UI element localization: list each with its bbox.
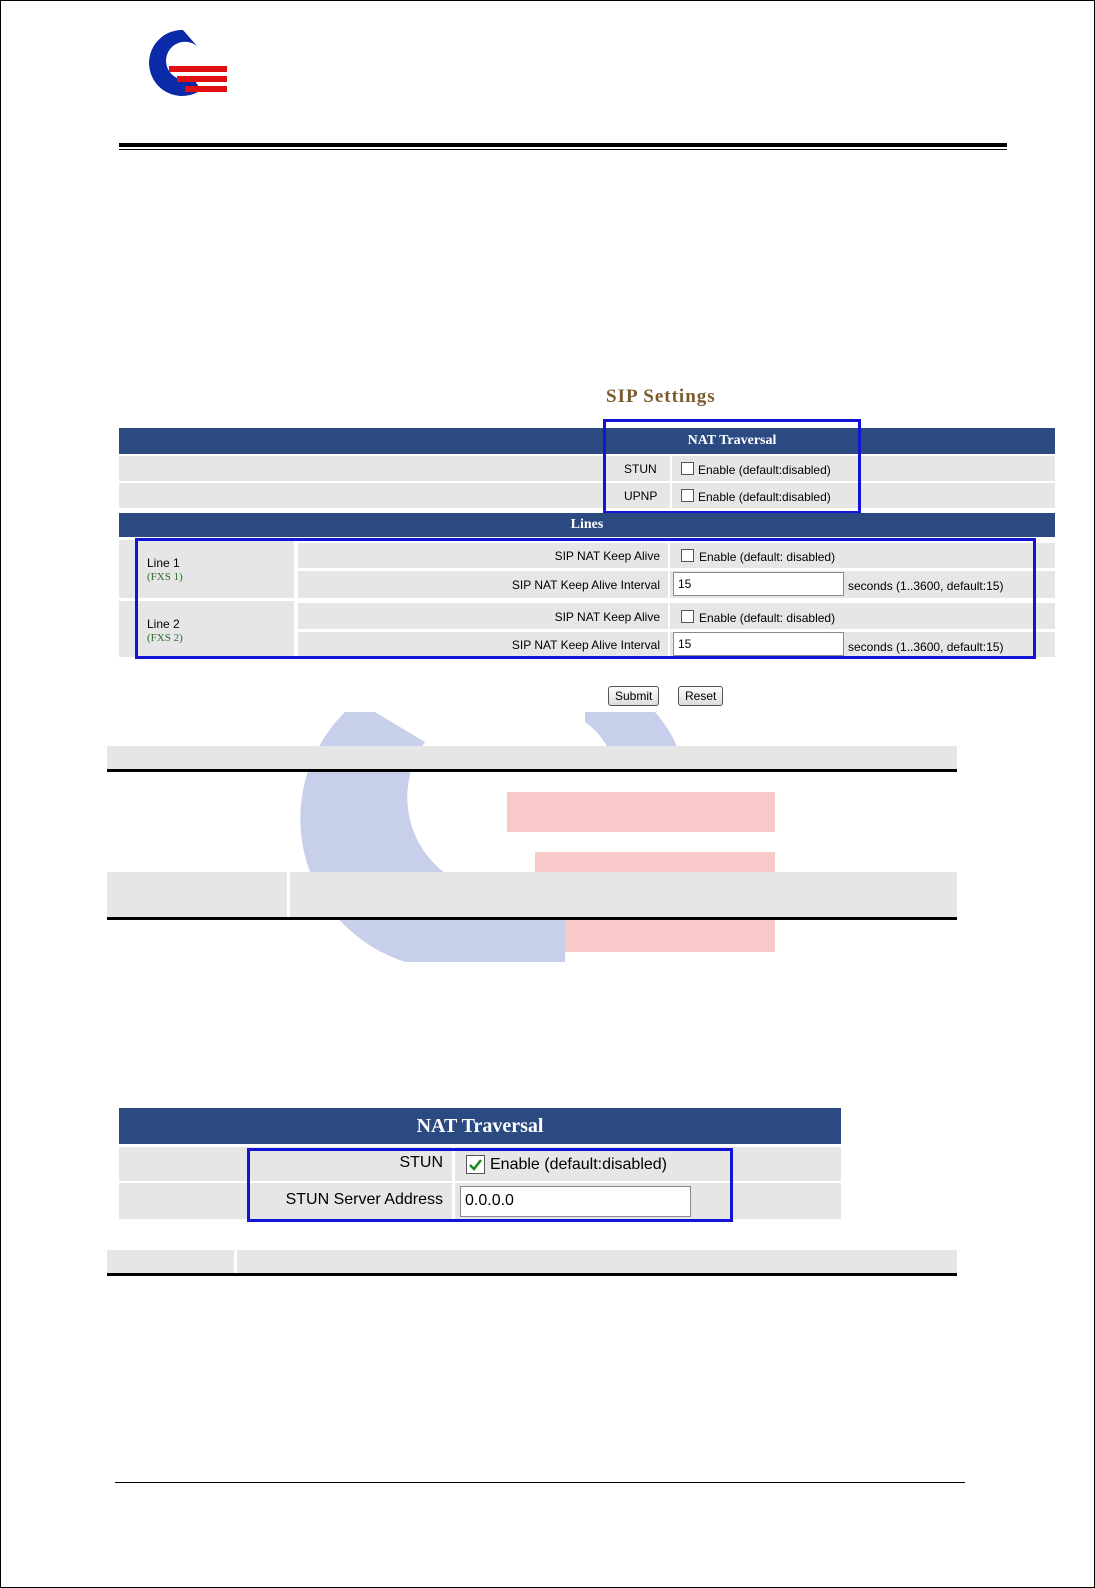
line2-sub: (FXS 2)	[147, 632, 183, 644]
line1-sub: (FXS 1)	[147, 571, 183, 583]
stun-label: STUN	[624, 462, 657, 476]
caption-rule-1	[107, 769, 957, 772]
caption-bar-1	[107, 746, 957, 769]
line1-interval-hint: seconds (1..3600, default:15)	[848, 579, 1004, 593]
caption-bar-2b	[290, 872, 957, 917]
line2-keepalive-label: SIP NAT Keep Alive	[554, 610, 660, 624]
upnp-label: UPNP	[624, 489, 658, 503]
line1-name: Line 1	[147, 556, 180, 570]
caption-rule-3	[107, 1273, 957, 1276]
stun-nat-header: NAT Traversal	[119, 1108, 841, 1144]
line2-interval-input[interactable]: 15	[673, 632, 844, 656]
company-logo	[143, 26, 228, 98]
header-rule	[119, 143, 1007, 147]
stun2-label: STUN	[399, 1154, 443, 1171]
caption-bar-3b	[237, 1250, 957, 1273]
sip-settings-title: SIP Settings	[606, 386, 716, 407]
caption-bar-2a	[107, 872, 287, 917]
caption-rule-2	[107, 917, 957, 920]
upnp-row	[119, 483, 670, 508]
stun2-enable-label: Enable (default:disabled)	[490, 1156, 668, 1173]
footer-rule	[115, 1482, 965, 1483]
header-rule-thin	[119, 149, 1007, 150]
stun-highlight-box	[247, 1148, 733, 1222]
nat-traversal-header	[119, 428, 1055, 454]
submit-button[interactable]: Submit	[608, 686, 659, 706]
lines-header: Lines	[119, 513, 1055, 537]
stun-server-address-input[interactable]: 0.0.0.0	[460, 1186, 691, 1217]
stun-row	[119, 456, 670, 481]
stun-enable-label: Enable (default:disabled)	[698, 463, 831, 477]
line1-interval-label: SIP NAT Keep Alive Interval	[511, 578, 660, 592]
upnp-enable-label: Enable (default:disabled)	[698, 490, 831, 504]
line2-keepalive-enable-label: Enable (default: disabled)	[699, 611, 836, 625]
nat-highlight-box	[603, 419, 861, 514]
lines-highlight-box	[135, 538, 1036, 659]
line1-keepalive-enable-label: Enable (default: disabled)	[699, 550, 836, 564]
line2-name: Line 2	[147, 617, 180, 631]
nat-traversal-header-text: NAT Traversal	[687, 433, 777, 448]
line2-interval-label: SIP NAT Keep Alive Interval	[511, 638, 660, 652]
caption-bar-3a	[107, 1250, 234, 1273]
line2-interval-hint: seconds (1..3600, default:15)	[848, 640, 1004, 654]
reset-button[interactable]: Reset	[678, 686, 723, 706]
line1-interval-input[interactable]: 15	[673, 572, 844, 596]
line1-keepalive-label: SIP NAT Keep Alive	[554, 549, 660, 563]
stun2-server-label: STUN Server Address	[285, 1191, 443, 1208]
